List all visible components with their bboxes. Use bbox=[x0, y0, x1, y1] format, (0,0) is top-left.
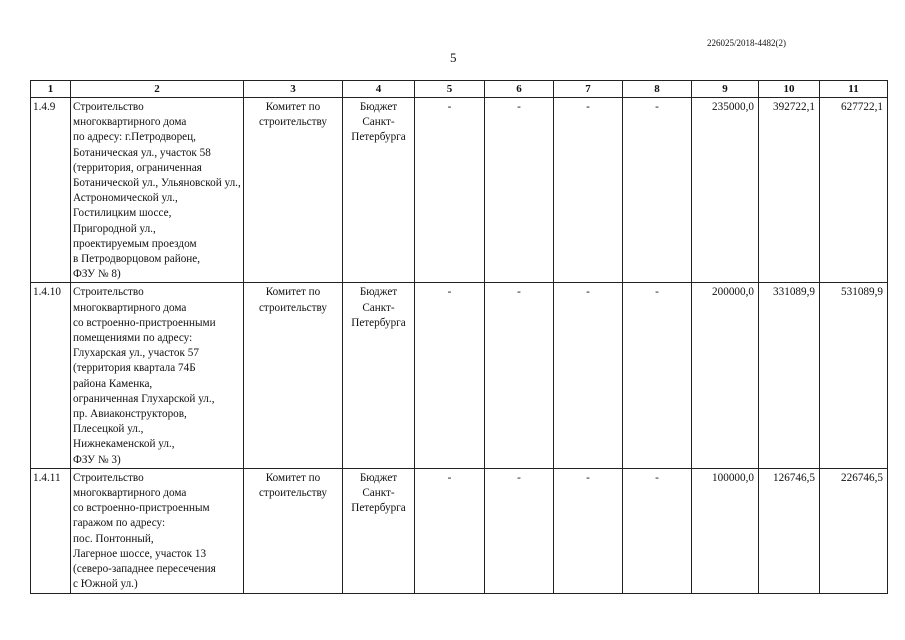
cell-col10: 392722,1 bbox=[759, 98, 820, 283]
funding-source: Бюджет Санкт- Петербурга bbox=[343, 468, 415, 593]
column-header: 8 bbox=[623, 81, 692, 98]
document-registration-number: 226025/2018-4482(2) bbox=[707, 38, 786, 48]
cell-col5: - bbox=[415, 283, 485, 468]
cell-col9: 200000,0 bbox=[692, 283, 759, 468]
cell-col7: - bbox=[554, 98, 623, 283]
column-header: 10 bbox=[759, 81, 820, 98]
column-header: 4 bbox=[343, 81, 415, 98]
column-header: 7 bbox=[554, 81, 623, 98]
project-name: Строительство многоквартирного дома со встроенно-пристроенным гаражом по адресу: пос. Понтонный, Лагерное шоссе, участок 13 (северо-западнее пересечения с Южной ул.) bbox=[71, 468, 244, 593]
cell-col9: 100000,0 bbox=[692, 468, 759, 593]
column-header: 3 bbox=[244, 81, 343, 98]
cell-col6: - bbox=[485, 98, 554, 283]
cell-col11: 226746,5 bbox=[820, 468, 888, 593]
row-id: 1.4.11 bbox=[31, 468, 71, 593]
column-header: 1 bbox=[31, 81, 71, 98]
cell-col8: - bbox=[623, 468, 692, 593]
cell-col7: - bbox=[554, 283, 623, 468]
cell-col5: - bbox=[415, 468, 485, 593]
funding-source: Бюджет Санкт- Петербурга bbox=[343, 283, 415, 468]
column-header: 11 bbox=[820, 81, 888, 98]
cell-col9: 235000,0 bbox=[692, 98, 759, 283]
table-row bbox=[31, 468, 888, 593]
project-name: Строительство многоквартирного дома со встроенно-пристроенными помещениями по адресу: Глухарская ул., участок 57 (территория квартала 74Б района Каменка, ограниченная Глухарской ул., пр. Авиаконструкторов, Плесецкой ул., Нижнекаменской ул., ФЗУ № 3) bbox=[71, 283, 244, 468]
column-header: 6 bbox=[485, 81, 554, 98]
cell-col11: 627722,1 bbox=[820, 98, 888, 283]
row-id: 1.4.9 bbox=[31, 98, 71, 283]
cell-col10: 331089,9 bbox=[759, 283, 820, 468]
column-header: 9 bbox=[692, 81, 759, 98]
cell-col10: 126746,5 bbox=[759, 468, 820, 593]
cell-col8: - bbox=[623, 98, 692, 283]
cell-col8: - bbox=[623, 283, 692, 468]
table-row bbox=[31, 98, 888, 283]
executor: Комитет по строительству bbox=[244, 468, 343, 593]
project-name: Строительство многоквартирного дома по адресу: г.Петродворец, Ботаническая ул., участок 58 (территория, ограниченная Ботанической ул., Ульяновской ул., Астрономической ул., Гостилицким шоссе, Пригородной ул., проектируемым проездом в Петродворцовом районе, ФЗУ № 8) bbox=[71, 98, 244, 283]
header-row bbox=[31, 81, 888, 98]
cell-col7: - bbox=[554, 468, 623, 593]
cell-col6: - bbox=[485, 283, 554, 468]
executor: Комитет по строительству bbox=[244, 283, 343, 468]
page-number: 5 bbox=[450, 50, 457, 65]
table-row bbox=[31, 283, 888, 468]
cell-col5: - bbox=[415, 98, 485, 283]
column-header: 5 bbox=[415, 81, 485, 98]
row-id: 1.4.10 bbox=[31, 283, 71, 468]
cell-col6: - bbox=[485, 468, 554, 593]
cell-col11: 531089,9 bbox=[820, 283, 888, 468]
funding-source: Бюджет Санкт- Петербурга bbox=[343, 98, 415, 283]
column-header: 2 bbox=[71, 81, 244, 98]
executor: Комитет по строительству bbox=[244, 98, 343, 283]
budget-table bbox=[30, 80, 888, 594]
